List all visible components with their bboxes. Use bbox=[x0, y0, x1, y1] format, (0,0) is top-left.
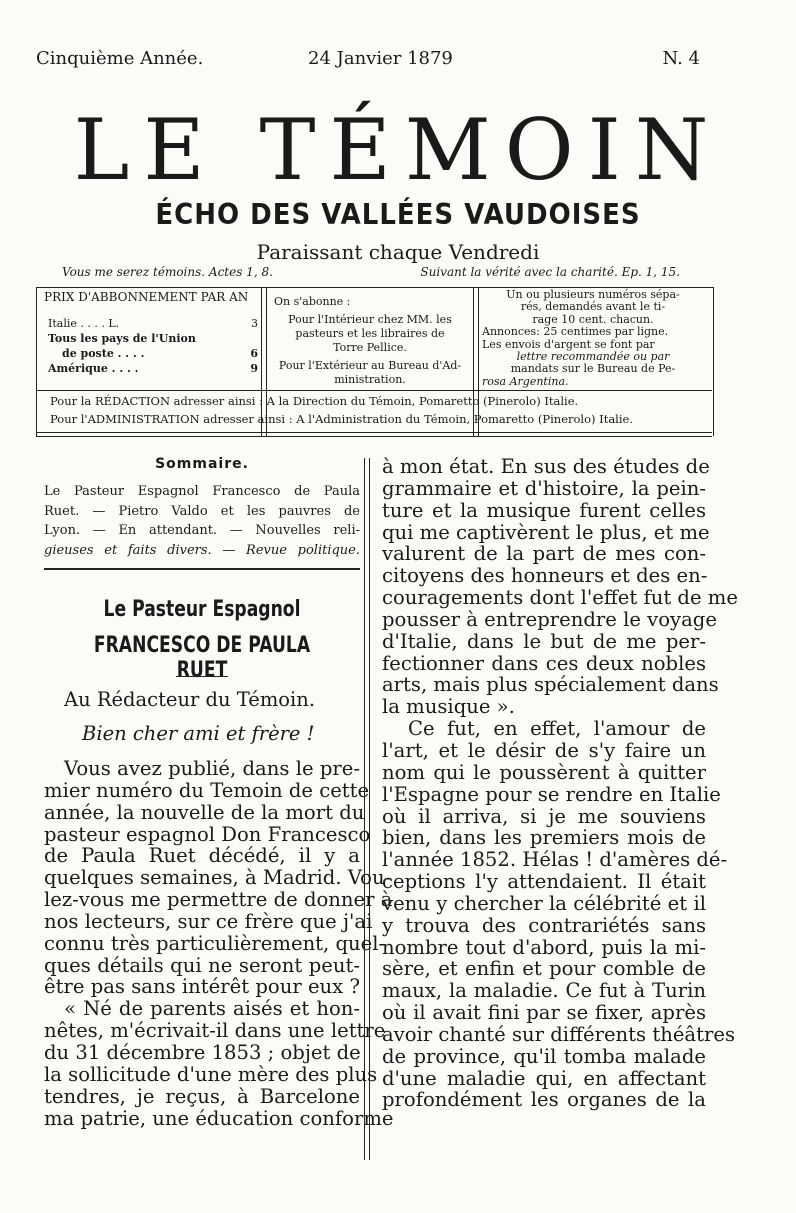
article-line: Ce fut, en effet, l'amour de bbox=[408, 717, 706, 741]
article-line: de Paula Ruet décédé, il y a bbox=[44, 844, 360, 868]
issue-date: 24 Janvier 1879 bbox=[308, 48, 453, 69]
abonnement-info bbox=[270, 295, 470, 387]
numeros-line: Les envois d'argent se font par bbox=[482, 337, 655, 351]
price-row bbox=[48, 316, 258, 331]
abonne-line: Pour l'Intérieur chez MM. les bbox=[288, 313, 452, 326]
article-line: où il avait fini par se fixer, après bbox=[382, 1001, 706, 1025]
annee-label: Cinquième Année. bbox=[36, 48, 204, 69]
article-line: quelques semaines, à Madrid. Vou- bbox=[44, 866, 392, 890]
administration-address: Pour l'ADMINISTRATION adresser ainsi : A l'Administration du Témoin, Pomaretto (Pinerolo) Italie. bbox=[50, 412, 633, 426]
article-line: Vous avez publié, dans le pre- bbox=[64, 757, 360, 780]
title-rule bbox=[176, 676, 228, 677]
article-line: à mon état. En sus des études de bbox=[382, 455, 710, 478]
sommaire-line: gieuses et faits divers. — Revue politique. bbox=[44, 542, 360, 558]
article-line: mier numéro du Temoin de cette bbox=[44, 778, 370, 802]
price-label: Tous les pays de l'Union bbox=[48, 332, 196, 345]
subscription-heading: PRIX D'ABBONNEMENT PAR AN bbox=[44, 290, 249, 304]
price-row bbox=[48, 331, 258, 346]
article-line: « Né de parents aisés et hon- bbox=[64, 997, 360, 1021]
price-label: de poste . . . . bbox=[62, 347, 145, 360]
abonne-line: ministration. bbox=[334, 373, 406, 386]
article-salutation: Bien cher ami et frère ! bbox=[82, 722, 315, 745]
numeros-line: lettre recommandée ou par bbox=[516, 350, 670, 364]
article-line: avoir chanté sur différents théâtres bbox=[382, 1022, 735, 1046]
article-line: sère, et enfin et pour comble de bbox=[382, 957, 706, 981]
header-line bbox=[36, 48, 700, 74]
article-line: l'année 1852. Hélas ! d'amères dé- bbox=[382, 848, 728, 872]
article-line: d'Italie, dans le but de me per- bbox=[382, 629, 706, 653]
abonne-line: pasteurs et les libraires de bbox=[295, 327, 445, 340]
price-label: Amérique . . . . bbox=[48, 362, 139, 375]
periodicity: Paraissant chaque Vendredi bbox=[256, 240, 540, 264]
article-line: arts, mais plus spécialement dans bbox=[382, 673, 719, 697]
article-line: couragements dont l'effet fut de me bbox=[382, 586, 738, 610]
box-divider bbox=[36, 390, 712, 391]
article-line: citoyens des honneurs et des en- bbox=[382, 564, 708, 588]
numeros-line: rage 10 cent. chacun. bbox=[532, 312, 654, 326]
article-address bbox=[44, 688, 380, 711]
article-line: être pas sans intérêt pour eux ? bbox=[44, 975, 360, 999]
article-line: année, la nouvelle de la mort du bbox=[44, 800, 365, 824]
article-line: y trouva des contrariétés sans bbox=[382, 913, 706, 937]
box-bottom-rule bbox=[36, 432, 712, 433]
subscription-prices bbox=[48, 316, 258, 376]
numeros-line: rosa Argentina. bbox=[482, 374, 569, 388]
price-row bbox=[48, 361, 258, 376]
masthead-title: LE TÉMOIN bbox=[73, 101, 723, 199]
motto-right: Suivant la vérité avec la charité. Ep. 1, 15. bbox=[420, 265, 680, 279]
abonne-line: Torre Pellice. bbox=[333, 341, 407, 354]
article-line: grammaire et d'histoire, la pein- bbox=[382, 476, 706, 500]
article-left-column bbox=[44, 757, 394, 1130]
sommaire-rule bbox=[44, 568, 360, 570]
price-value: 3 bbox=[251, 317, 258, 330]
issue-number: N. 4 bbox=[662, 48, 700, 69]
article-line: ques détails qui ne seront peut- bbox=[44, 953, 360, 977]
article-line: l'Espagne pour se rendre en Italie bbox=[382, 782, 721, 806]
sommaire-line: Ruet. — Pietro Valdo et les pauvres de bbox=[44, 503, 360, 519]
article-right-column bbox=[382, 455, 738, 1112]
article-line: ma patrie, une éducation conforme bbox=[44, 1106, 394, 1130]
address-text: Au Rédacteur du Témoin. bbox=[64, 688, 316, 711]
article-line: profondément les organes de la bbox=[382, 1088, 706, 1112]
box-bottom-rule-2 bbox=[36, 436, 712, 437]
sommaire-line: Le Pasteur Espagnol Francesco de Paula bbox=[44, 484, 360, 499]
article-line: d'une maladie qui, en affectant bbox=[382, 1066, 706, 1090]
price-label: Italie . . . . L. bbox=[48, 317, 120, 330]
article-title-2: FRANCESCO DE PAULA RUET bbox=[93, 633, 311, 683]
article-line: fectionner dans ces deux nobles bbox=[382, 651, 706, 675]
price-row bbox=[48, 346, 258, 361]
article-line: tendres, je reçus, à Barcelone bbox=[44, 1084, 360, 1108]
sommaire-text bbox=[44, 482, 360, 560]
article-line: la sollicitude d'une mère des plus bbox=[44, 1062, 378, 1086]
article-line: nombre tout d'abord, puis la mi- bbox=[382, 935, 706, 959]
abonne-line: On s'abonne : bbox=[274, 295, 351, 308]
article-line: valurent de la part de mes con- bbox=[382, 542, 706, 566]
numeros-info bbox=[482, 289, 704, 388]
article-line: qui me captivèrent le plus, et me bbox=[382, 520, 710, 544]
masthead-subtitle: ÉCHO DES VALLÉES VAUDOISES bbox=[155, 198, 641, 232]
article-line: bien, dans les premiers mois de bbox=[382, 826, 706, 850]
sommaire-heading: Sommaire. bbox=[155, 456, 249, 472]
price-value: 9 bbox=[250, 362, 258, 375]
article-line: de province, qu'il tomba malade bbox=[382, 1044, 706, 1068]
article-line: nos lecteurs, sur ce frère que j'ai bbox=[44, 909, 373, 933]
article-line: du 31 décembre 1853 ; objet de bbox=[44, 1040, 361, 1064]
article-line: pousser à entreprendre le voyage bbox=[382, 607, 717, 631]
article-line: nom qui le poussèrent à quitter bbox=[382, 760, 706, 784]
numeros-line: mandats sur le Bureau de Pe- bbox=[510, 362, 676, 376]
article-line: la musique ». bbox=[382, 695, 515, 719]
redaction-address: Pour la RÉDACTION adresser ainsi : A la Direction du Témoin, Pomaretto (Pinerolo) Italie. bbox=[50, 394, 579, 408]
numeros-line: Annonces: 25 centimes par ligne. bbox=[482, 325, 669, 339]
column-separator bbox=[364, 458, 370, 1160]
article-title-1: Le Pasteur Espagnol bbox=[103, 597, 301, 622]
article-line: l'art, et le désir de s'y faire un bbox=[382, 738, 706, 762]
article-line: lez-vous me permettre de donner à bbox=[44, 888, 393, 912]
price-value: 6 bbox=[250, 347, 258, 360]
article-line: pasteur espagnol Don Francesco bbox=[44, 822, 371, 846]
article-line: où il arriva, si je me souviens bbox=[382, 804, 706, 828]
numeros-line: rés, demandés avant le ti- bbox=[520, 300, 666, 314]
article-line: venu y chercher la célébrité et il bbox=[382, 891, 706, 915]
article-line: ceptions l'y attendaient. Il était bbox=[382, 870, 706, 894]
article-line: nêtes, m'écrivait-il dans une lettre bbox=[44, 1019, 386, 1043]
article-line: maux, la maladie. Ce fut à Turin bbox=[382, 979, 706, 1003]
motto-left: Vous me serez témoins. Actes 1, 8. bbox=[62, 265, 273, 279]
abonne-line: Pour l'Extérieur au Bureau d'Ad- bbox=[278, 359, 462, 372]
sommaire-line: Lyon. — En attendant. — Nouvelles reli- bbox=[44, 523, 360, 538]
numeros-line: Un ou plusieurs numéros sépa- bbox=[506, 288, 680, 301]
article-line: connu très particulièrement, quel- bbox=[44, 931, 386, 955]
article-line: ture et la musique furent celles bbox=[382, 498, 706, 522]
